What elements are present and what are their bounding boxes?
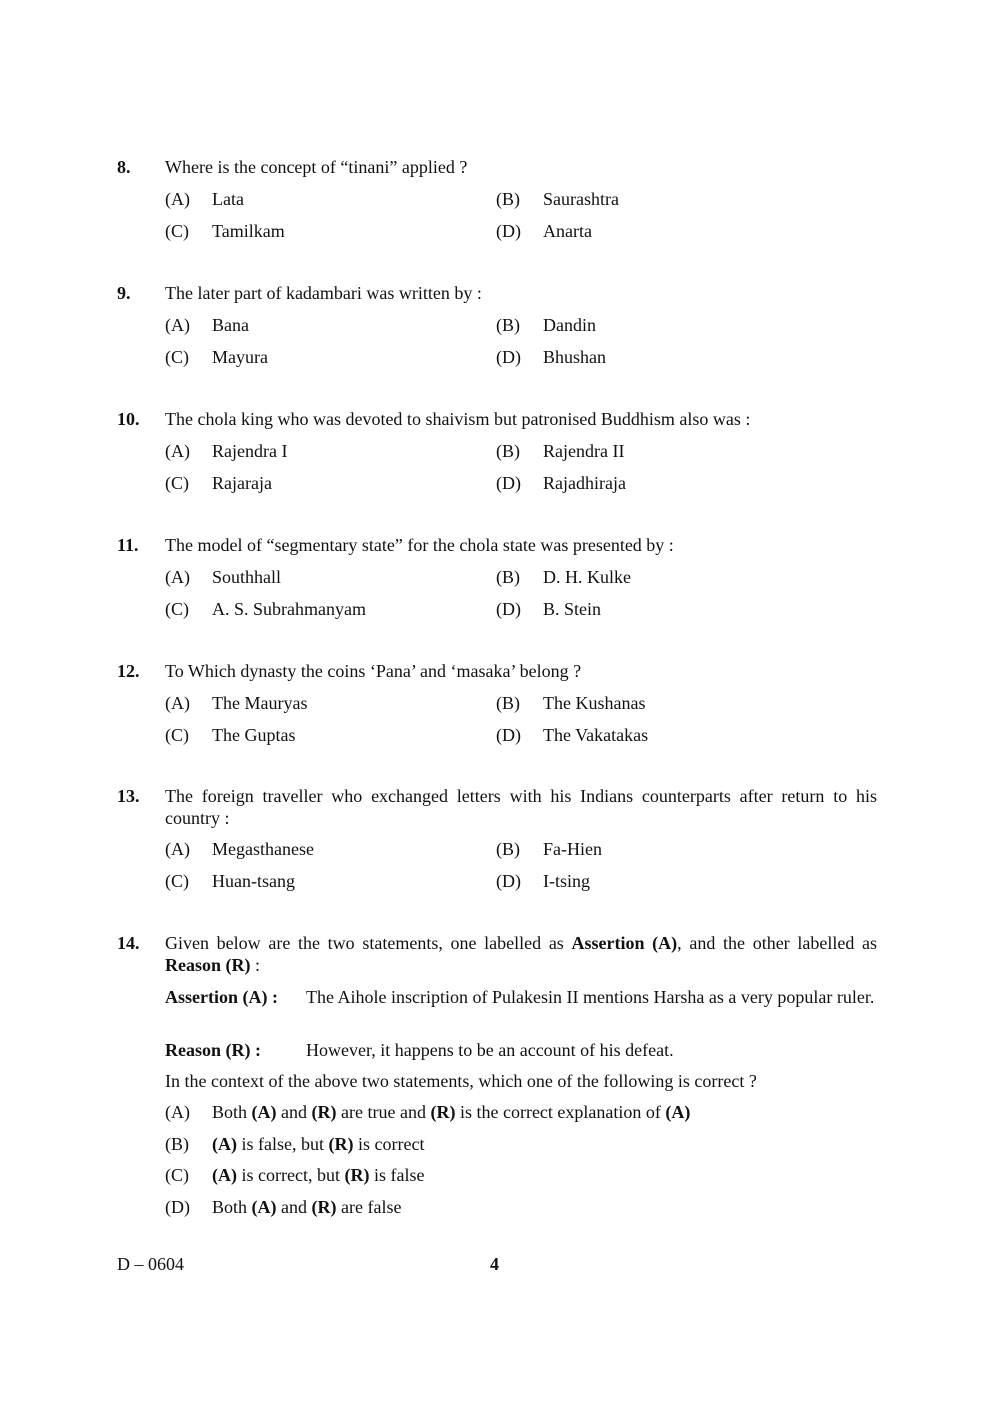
bold-text: (A) — [212, 1134, 237, 1154]
bold-text: Assertion (A) — [571, 933, 678, 953]
option-text — [212, 1196, 401, 1218]
option-label: (B) — [165, 1134, 189, 1154]
option-label: (D) — [496, 725, 521, 745]
option-text: I-tsing — [543, 871, 590, 891]
option-text: Bana — [212, 315, 249, 335]
option-text: Tamilkam — [212, 221, 285, 241]
bold-text: (R) — [344, 1165, 370, 1185]
option-label: (B) — [496, 441, 520, 461]
option-text: Bhushan — [543, 347, 606, 367]
option-label: (C) — [165, 221, 189, 241]
option-text: Dandin — [543, 315, 596, 335]
question-number: 10. — [117, 409, 140, 429]
question-number: 12. — [117, 661, 140, 681]
text-segment: is false, but — [237, 1134, 329, 1154]
question-number: 8. — [117, 157, 131, 177]
option-text: Huan-tsang — [212, 871, 295, 891]
reason-label: Reason (R) : — [165, 1040, 261, 1060]
question-text: The later part of kadambari was written by : — [165, 283, 482, 303]
question-text — [165, 932, 877, 976]
bold-text: (A) — [665, 1102, 691, 1122]
option-text: The Vakatakas — [543, 725, 649, 745]
option-label: (B) — [496, 189, 520, 209]
option-label: (B) — [496, 839, 520, 859]
option-text: B. Stein — [543, 599, 602, 619]
option-text — [212, 1101, 690, 1123]
question-number: 11. — [117, 535, 139, 555]
assertion-text: The Aihole inscription of Pulakesin II mentions Harsha as a very popular ruler. — [306, 987, 875, 1007]
question-text: The model of “segmentary state” for the chola state was presented by : — [165, 535, 674, 555]
bold-text: (R) — [311, 1197, 337, 1217]
option-label: (A) — [165, 189, 190, 209]
question-text: Where is the concept of “tinani” applied ? — [165, 157, 468, 177]
option-label: (C) — [165, 347, 189, 367]
option-label: (C) — [165, 725, 189, 745]
option-text: Rajendra II — [543, 441, 625, 461]
option-label: (A) — [165, 567, 190, 587]
bold-text: (A) — [251, 1197, 277, 1217]
question-prompt: In the context of the above two statements, which one of the following is correct ? — [165, 1071, 757, 1091]
option-label: (D) — [496, 871, 521, 891]
option-label: (C) — [165, 871, 189, 891]
question-number: 14. — [117, 933, 140, 953]
text-segment: Both — [212, 1197, 252, 1217]
question-text: The chola king who was devoted to shaivism but patronised Buddhism also was : — [165, 409, 751, 429]
question-number: 13. — [117, 786, 140, 806]
bold-text: (R) — [430, 1102, 456, 1122]
option-label: (A) — [165, 1102, 190, 1122]
option-text — [212, 1133, 424, 1155]
text-segment: are true and — [336, 1102, 431, 1122]
text-segment: are false — [336, 1197, 402, 1217]
option-text: Rajendra I — [212, 441, 288, 461]
option-text — [212, 1164, 424, 1186]
text-segment: is false — [369, 1165, 425, 1185]
option-label: (B) — [496, 315, 520, 335]
option-text: The Kushanas — [543, 693, 646, 713]
page-number: 4 — [490, 1254, 499, 1274]
option-text: Megasthanese — [212, 839, 314, 859]
bold-text: (A) — [212, 1165, 237, 1185]
option-text: The Guptas — [212, 725, 296, 745]
option-label: (C) — [165, 473, 189, 493]
bold-text: (A) — [251, 1102, 277, 1122]
assertion-label: Assertion (A) : — [165, 987, 278, 1007]
text-segment: is the correct explanation of — [455, 1102, 666, 1122]
option-label: (D) — [496, 599, 521, 619]
reason-text: However, it happens to be an account of his defeat. — [306, 1040, 674, 1060]
option-label: (D) — [165, 1197, 190, 1217]
text-segment: : — [250, 955, 261, 975]
option-text: Lata — [212, 189, 244, 209]
text-segment: and — [276, 1102, 312, 1122]
option-label: (A) — [165, 839, 190, 859]
paper-code: D – 0604 — [117, 1254, 184, 1274]
option-text: Rajadhiraja — [543, 473, 626, 493]
option-label: (A) — [165, 441, 190, 461]
question-text: To Which dynasty the coins ‘Pana’ and ‘masaka’ belong ? — [165, 661, 582, 681]
option-label: (D) — [496, 221, 521, 241]
bold-text: (R) — [328, 1134, 354, 1154]
text-segment: is correct, but — [237, 1165, 345, 1185]
option-text: Rajaraja — [212, 473, 272, 493]
option-label: (D) — [496, 473, 521, 493]
bold-text: (R) — [311, 1102, 337, 1122]
option-label: (C) — [165, 599, 189, 619]
text-segment: and — [276, 1197, 312, 1217]
option-text: The Mauryas — [212, 693, 308, 713]
option-label: (C) — [165, 1165, 189, 1185]
option-text: D. H. Kulke — [543, 567, 631, 587]
question-number: 9. — [117, 283, 131, 303]
option-label: (B) — [496, 693, 520, 713]
option-text: Saurashtra — [543, 189, 619, 209]
question-text: The foreign traveller who exchanged letters with his Indians counterparts after return to his country : — [165, 786, 877, 828]
bold-text: Reason (R) — [165, 955, 251, 975]
text-segment: , and the other labelled as — [677, 933, 877, 953]
option-label: (D) — [496, 347, 521, 367]
option-label: (A) — [165, 315, 190, 335]
option-text: Mayura — [212, 347, 268, 367]
option-label: (B) — [496, 567, 520, 587]
text-segment: is correct — [353, 1134, 425, 1154]
option-text: Southhall — [212, 567, 282, 587]
text-segment: Both — [212, 1102, 252, 1122]
option-label: (A) — [165, 693, 190, 713]
text-segment: Given below are the two statements, one labelled as — [165, 933, 572, 953]
option-text: A. S. Subrahmanyam — [212, 599, 366, 619]
option-text: Fa-Hien — [543, 839, 602, 859]
option-text: Anarta — [543, 221, 592, 241]
